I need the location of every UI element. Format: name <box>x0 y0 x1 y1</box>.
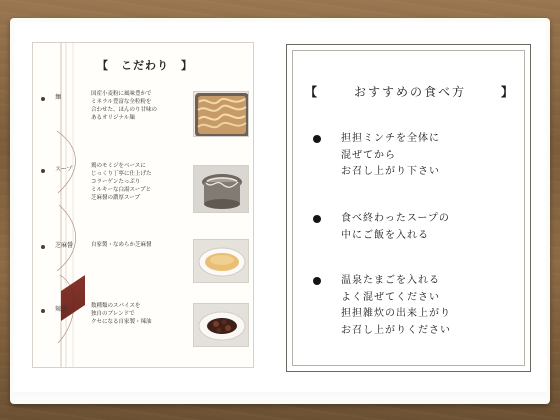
sesame-description: 自家製・なめらか芝麻醤 <box>91 242 152 248</box>
recommended-step-3-text: 温泉たまごを入れる よく混ぜてください 担担雑炊の出来上がり お召し上がりください <box>341 275 451 336</box>
soup-photo-image <box>194 166 249 213</box>
bullet-icon <box>313 215 321 223</box>
recommended-step-1-text: 担担ミンチを全体に 混ぜてから お召し上がり下さい <box>341 133 440 177</box>
bullet-icon <box>313 277 321 285</box>
recommended-title-row <box>305 83 515 100</box>
recommended-title: おすすめの食べ方 <box>353 85 467 99</box>
noodle-description: 国産小麦粉に風味豊かで ミネラル豊富な全粒粉を 合わせた、ほんのり甘味の あるオリジナル麺 <box>91 91 158 121</box>
bullet-icon <box>41 97 45 101</box>
chili-oil-description: 数種類のスパイスを 独自のブレンドで クセになる自家製・辣油 <box>91 303 152 325</box>
bullet-icon <box>41 245 45 249</box>
noodle-photo-image <box>194 92 249 137</box>
recommended-eating-card <box>286 44 531 372</box>
recommended-step-2 <box>313 211 503 251</box>
soup-description: 鶏のモミジをベースに じっくり丁寧に仕上げた コラーゲンたっぷり ミルキーな白湯スープと 芝麻醤の濃厚スープ <box>91 163 152 201</box>
chili-oil-label: 辣油 <box>55 306 68 313</box>
soup-label: スープ <box>55 166 73 173</box>
chili-oil-photo <box>193 303 249 347</box>
recommended-step-3 <box>313 273 503 351</box>
title-left-bracket: 【 <box>305 85 320 99</box>
bullet-icon <box>41 309 45 313</box>
sesame-photo-image <box>194 240 249 283</box>
noodle-label: 麺 <box>55 94 62 101</box>
soup-photo <box>193 165 249 213</box>
commitment-title: 【 こだわり 】 <box>97 59 193 72</box>
recommended-step-2-text: 食べ終わったスープの 中にご飯を入れる <box>341 213 450 241</box>
commitment-card <box>32 42 254 368</box>
recommended-step-1 <box>313 131 503 189</box>
bullet-icon <box>313 135 321 143</box>
sesame-label: 芝麻醤 <box>55 242 74 249</box>
decorative-lines <box>53 43 83 368</box>
bullet-icon <box>41 169 45 173</box>
title-right-bracket: 】 <box>500 85 515 99</box>
noodle-photo <box>193 91 249 137</box>
sheet-shadow <box>14 392 546 402</box>
chili-oil-photo-image <box>194 304 249 347</box>
sesame-photo <box>193 239 249 283</box>
